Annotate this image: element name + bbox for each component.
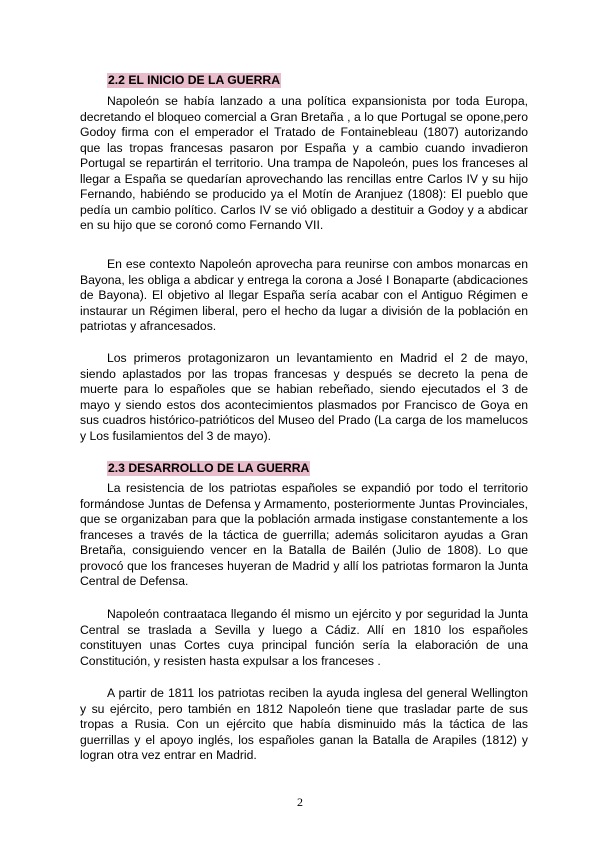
paragraph-cortes-cadiz: Napoleón contraataca llegando él mismo un ejército y por seguridad la Junta Central se traslada a Sevilla y luego a Cádiz. Allí en 1810 los españoles constituyen unas Cortes cuya principal función sería la elaboración de una Constitución, y resisten hasta expulsar a los franceses .: [80, 607, 528, 668]
paragraph-resistencia-patriotas: La resistencia de los patriotas españoles se expandió por todo el territorio formándose Juntas de Defensa y Armamento, posteriormente Juntas Provinciales, que se organizaban para que la población armada instigase constantemente a los franceses a través de la táctica de guerrilla; además solicitaron ayudas a Gran Bretaña, consiguiendo vencer en la Batalla de Bailén (Julio de 1808). Lo que provocó que los franceses huyeran de Madrid y allí los patriotas formaron la Junta Central de Defensa.: [80, 481, 528, 588]
section-heading-inicio-guerra: 2.2 EL INICIO DE LA GUERRA: [108, 73, 281, 87]
paragraph-bayona: En ese contexto Napoleón aprovecha para reunirse con ambos monarcas en Bayona, les obliga a abdicar y entrega la corona a José I Bonaparte (abdicaciones de Bayona). El objetivo al llegar España sería acabar con el Antiguo Régimen e instaurar un Régimen liberal, pero el hecho da lugar a división de la población en patriotas y afrancesados.: [80, 257, 528, 333]
page-number: 2: [297, 795, 303, 809]
paragraph-dos-de-mayo: Los primeros protagonizaron un levantamiento en Madrid el 2 de mayo, siendo aplastados por las tropas francesas y después se decreto la pena de muerte para lo españoles que se habian rebeñado, siendo ejecutados el 3 de mayo y siendo estos dos acontecimientos plasmados por Francisco de Goya en sus cuadros histórico-patrióticos del Museo del Prado (La carga de los mamelucos y Los fusilamientos del 3 de mayo).: [80, 351, 528, 443]
paragraph-wellington: A partir de 1811 los patriotas reciben la ayuda inglesa del general Wellington y su ejército, pero también en 1812 Napoleón tiene que trasladar parte de sus tropas a Rusia. Con un ejército que había disminuido más la táctica de las guerrillas y el apoyo inglés, los españoles ganan la Batalla de Arapiles (1812) y logran otra vez entrar en Madrid.: [80, 686, 528, 762]
section-heading-desarrollo-guerra: 2.3 DESARROLLO DE LA GUERRA: [108, 461, 310, 475]
paragraph-napoleon-expansion: Napoleón se había lanzado a una política expansionista por toda Europa, decretando el bloqueo comercial a Gran Bretaña , a lo que Portugal se opone,pero Godoy firma con el emperador el Tratado de Fontainebleau (1807) autorizando que las tropas francesas pasaron por España y a cambio cuando invadieron Portugal se repartirán el territorio. Una trampa de Napoleón, pues los franceses al llegar a España se quedarían aprovechando las rencillas entre Carlos IV y su hijo Fernando, habiéndo se producido ya el Motín de Aranjuez (1808): El pueblo que pedía un cambio político. Carlos IV se vió obligado a destituir a Godoy y a abdicar en su hijo que se coronó como Fernando VII.: [80, 94, 528, 232]
